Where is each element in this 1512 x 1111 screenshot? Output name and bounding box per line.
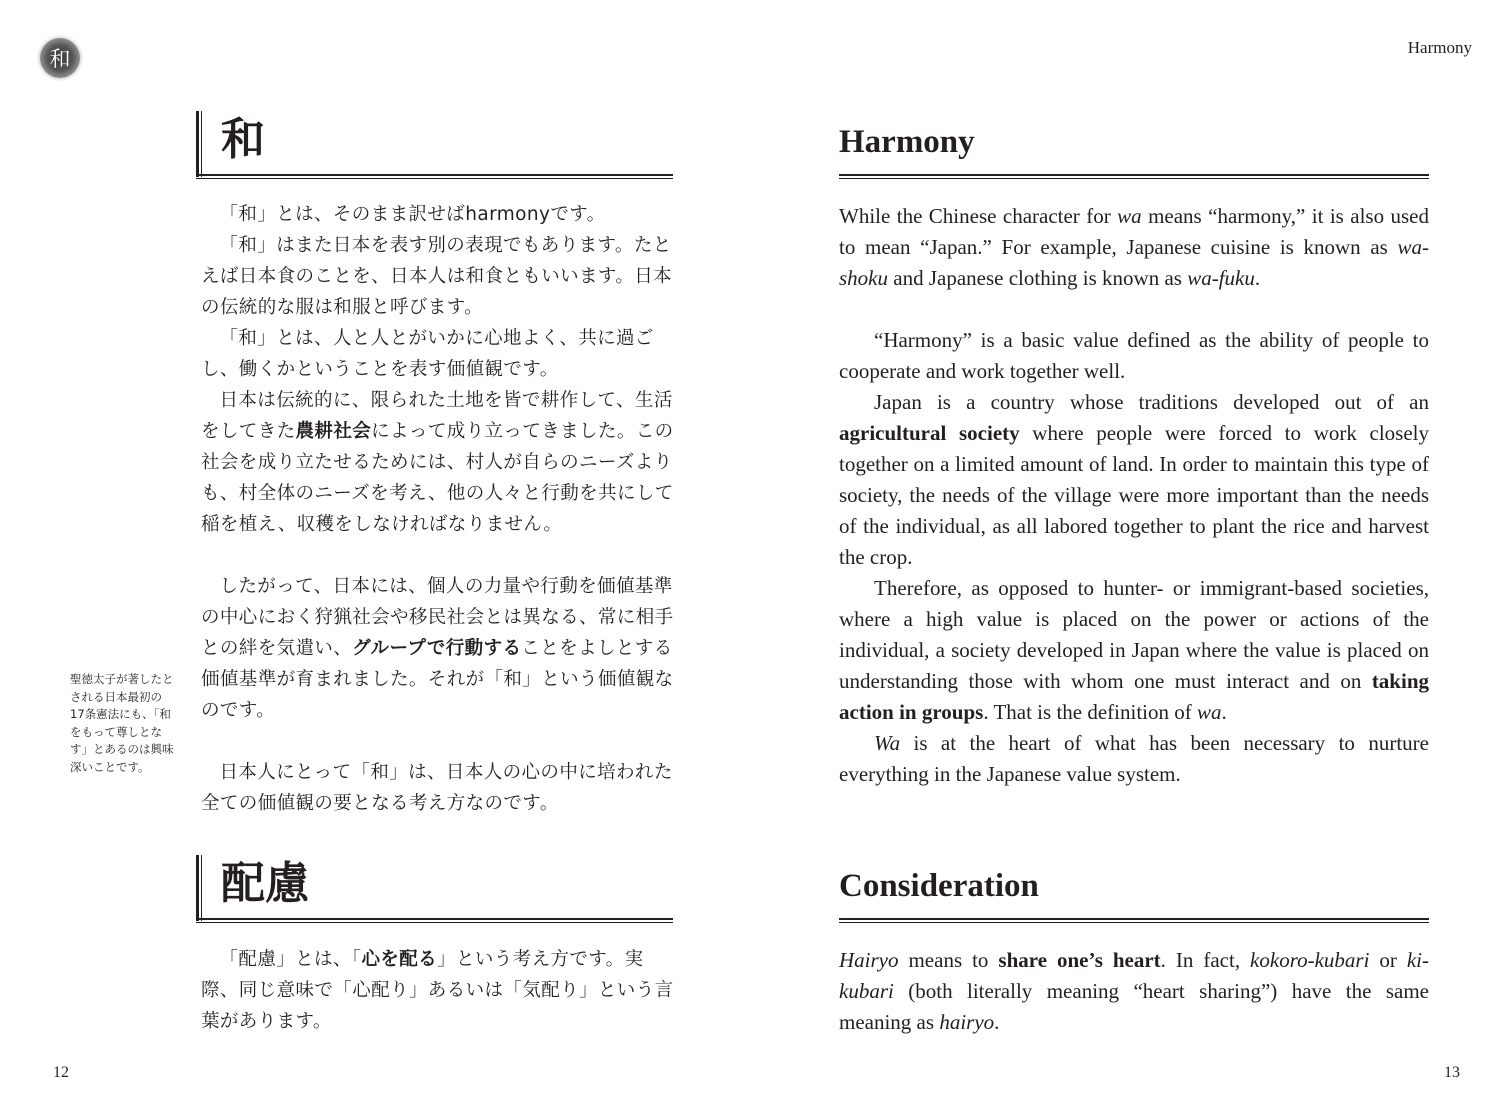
italic-term: Hairyo (839, 948, 899, 972)
text-run: means to (898, 948, 999, 972)
en-paragraph (839, 728, 1429, 790)
italic-term: wa-shoku (839, 235, 1429, 290)
bold-term: taking action in groups (839, 669, 1429, 724)
text-run: . That is the definition of (983, 700, 1197, 724)
sidenote: 聖徳太子が著したとされる日本最初の17条憲法にも、「和をもって尊しとなす」とあるのは興味深いことです。 (70, 672, 174, 774)
text-run: (both literally meaning “heart sharing”) have the same meaning as (839, 979, 1429, 1034)
jp-heading-wa-rule (196, 174, 673, 179)
text-run: 日本は伝統的に、限られた土地を皆で耕作して、生活をしてきた (201, 390, 673, 442)
text-run: Japan is a country whose traditions developed out of an (874, 390, 1429, 414)
running-head: Harmony (1407, 38, 1472, 57)
jp-heading-hairyo-text: 配慮 (221, 858, 309, 909)
bold-term: 心を配る (361, 949, 438, 970)
italic-term: Wa (874, 731, 901, 755)
en-body-consideration (839, 945, 1429, 1038)
text-run: によって成り立ってきました。この社会を成り立たせるためには、村人が自らのニーズよりも、村全体のニーズを考え、他の人々と行動を共にして稲を植え、収穫をしなければなりません。 (201, 421, 674, 535)
en-paragraph (839, 573, 1429, 728)
jp-heading-wa-text: 和 (221, 114, 265, 165)
jp-paragraph (201, 385, 674, 540)
text-run: While the Chinese character for (839, 204, 1118, 228)
italic-term: wa (1197, 700, 1222, 724)
italic-term: wa-fuku (1187, 266, 1255, 290)
text-run: 」という考え方です。実際、同じ意味で「心配り」あるいは「気配り」という言葉があります。 (201, 949, 674, 1032)
en-heading-harmony: Harmony (839, 124, 975, 160)
text-run: . In fact, (1160, 948, 1251, 972)
text-run: and Japanese clothing is known as (888, 266, 1188, 290)
jp-paragraph: 日本人にとって「和」は、日本人の心の中に培われた全ての価値観の要となる考え方なのです。 (201, 762, 673, 814)
text-run: where people were forced to work closely together on a limited amount of land. In order to maintain this type of society, the needs of the village were more important than the needs of the individual, as all labored together to plant the rice and harvest the crop. (839, 421, 1429, 569)
jp-body-wa (201, 199, 674, 819)
en-paragraph: “Harmony” is a basic value defined as the ability of people to cooperate and work together well. (839, 328, 1429, 383)
text-run: Therefore, as opposed to hunter- or immigrant-based societies, where a high value is placed on the power or actions of the individual, a society developed in Japan where the value is placed on understanding those with whom one must interact and on (839, 576, 1429, 693)
en-heading-consideration: Consideration (839, 868, 1039, 904)
text-run: means “harmony,” it is also used to mean “Japan.” For example, Japanese cuisine is known as (839, 204, 1429, 259)
text-run: . (994, 1010, 1000, 1034)
bold-term: グループで行動する (352, 638, 522, 659)
text-run: 「配慮」とは、「 (219, 949, 362, 970)
en-paragraph (839, 387, 1429, 573)
text-run: . (1221, 700, 1227, 724)
jp-paragraph: 「和」とは、人と人とがいかに心地よく、共に過ごし、働くかということを表す価値観です。 (201, 328, 654, 380)
page-number-left: 12 (53, 1064, 69, 1081)
text-run: したがって、日本には、個人の力量や行動を価値基準の中心におく狩猟社会や移民社会とは異なる、常に相手との絆を気遣い、 (201, 576, 674, 659)
chapter-badge-text: 和 (49, 47, 71, 71)
italic-term: ki-kubari (839, 948, 1429, 1003)
jp-paragraph: 「和」はまた日本を表す別の表現でもあります。たとえば日本食のことを、日本人は和食ともいいます。日本の伝統的な服は和服と呼びます。 (201, 235, 673, 318)
text-run: ことをよしとする価値基準が育まれました。それが「和」という価値観なのです。 (201, 638, 674, 721)
bold-term: share one’s heart (998, 948, 1161, 972)
italic-term: wa (1117, 204, 1142, 228)
jp-body-hairyo (201, 944, 674, 1037)
chapter-badge (40, 38, 80, 78)
bold-term: agricultural society (839, 421, 1020, 445)
en-paragraph (839, 945, 1429, 1038)
page-number-right: 13 (1444, 1064, 1460, 1081)
text-run: . (1254, 266, 1261, 290)
en-body-harmony (839, 201, 1429, 790)
bold-term: 農耕社会 (295, 421, 372, 442)
italic-term: kokoro-kubari (1250, 948, 1370, 972)
jp-heading-wa (196, 111, 673, 177)
en-paragraph (839, 201, 1429, 294)
jp-paragraph: 「和」とは、そのまま訳せばharmonyです。 (219, 204, 606, 225)
en-heading-harmony-rule (839, 174, 1429, 179)
jp-heading-hairyo (196, 855, 673, 921)
text-run: or (1369, 948, 1407, 972)
jp-heading-hairyo-rule (196, 918, 673, 923)
text-run: is at the heart of what has been necessary to nurture everything in the Japanese value system. (839, 731, 1429, 786)
jp-paragraph (201, 944, 674, 1037)
italic-term: hairyo (939, 1010, 995, 1034)
en-heading-consideration-rule (839, 918, 1429, 923)
jp-paragraph (201, 571, 674, 726)
